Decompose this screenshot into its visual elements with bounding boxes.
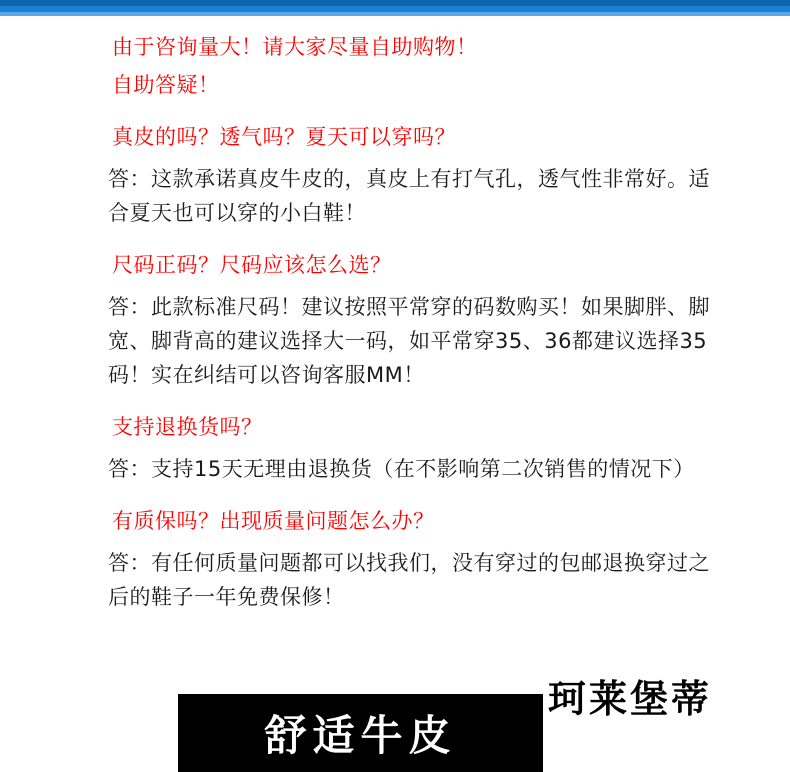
faq-question-1: 真皮的吗？透气吗？夏天可以穿吗？ [112,125,456,150]
top-banner-dark-band [0,0,790,6]
faq-content [0,16,790,614]
top-banner [0,0,790,16]
feature-badge-label: 舒适牛皮 [264,711,457,760]
brand-name: 珂莱堡蒂 [548,677,713,721]
faq-question-2: 尺码正码？尺码应该怎么选？ [112,253,392,278]
faq-question-3: 支持退换货吗？ [112,415,263,440]
faq-answer-3: 答：支持15天无理由退换货（在不影响第二次销售的情况下） [108,457,695,482]
notice-line-1: 由于咨询量大！请大家尽量自助购物！ [112,35,478,59]
notice-line-2: 自助答疑！ [112,73,220,98]
faq-answer-4: 答：有任何质量问题都可以找我们，没有穿过的包邮退换穿过之后的鞋子一年免费保修！ [108,551,710,610]
faq-answer-1: 答：这款承诺真皮牛皮的，真皮上有打气孔，透气性非常好。适合夏天也可以穿的小白鞋！ [108,167,710,226]
faq-question-4: 有质保吗？出现质量问题怎么办？ [112,509,435,534]
feature-badge [178,694,543,772]
faq-answer-2: 答：此款标准尺码！建议按照平常穿的码数购买！如果脚胖、脚宽、脚背高的建议选择大一码，如平常穿35、36都建议选择35码！实在纠结可以咨询客服MM！ [108,295,710,388]
